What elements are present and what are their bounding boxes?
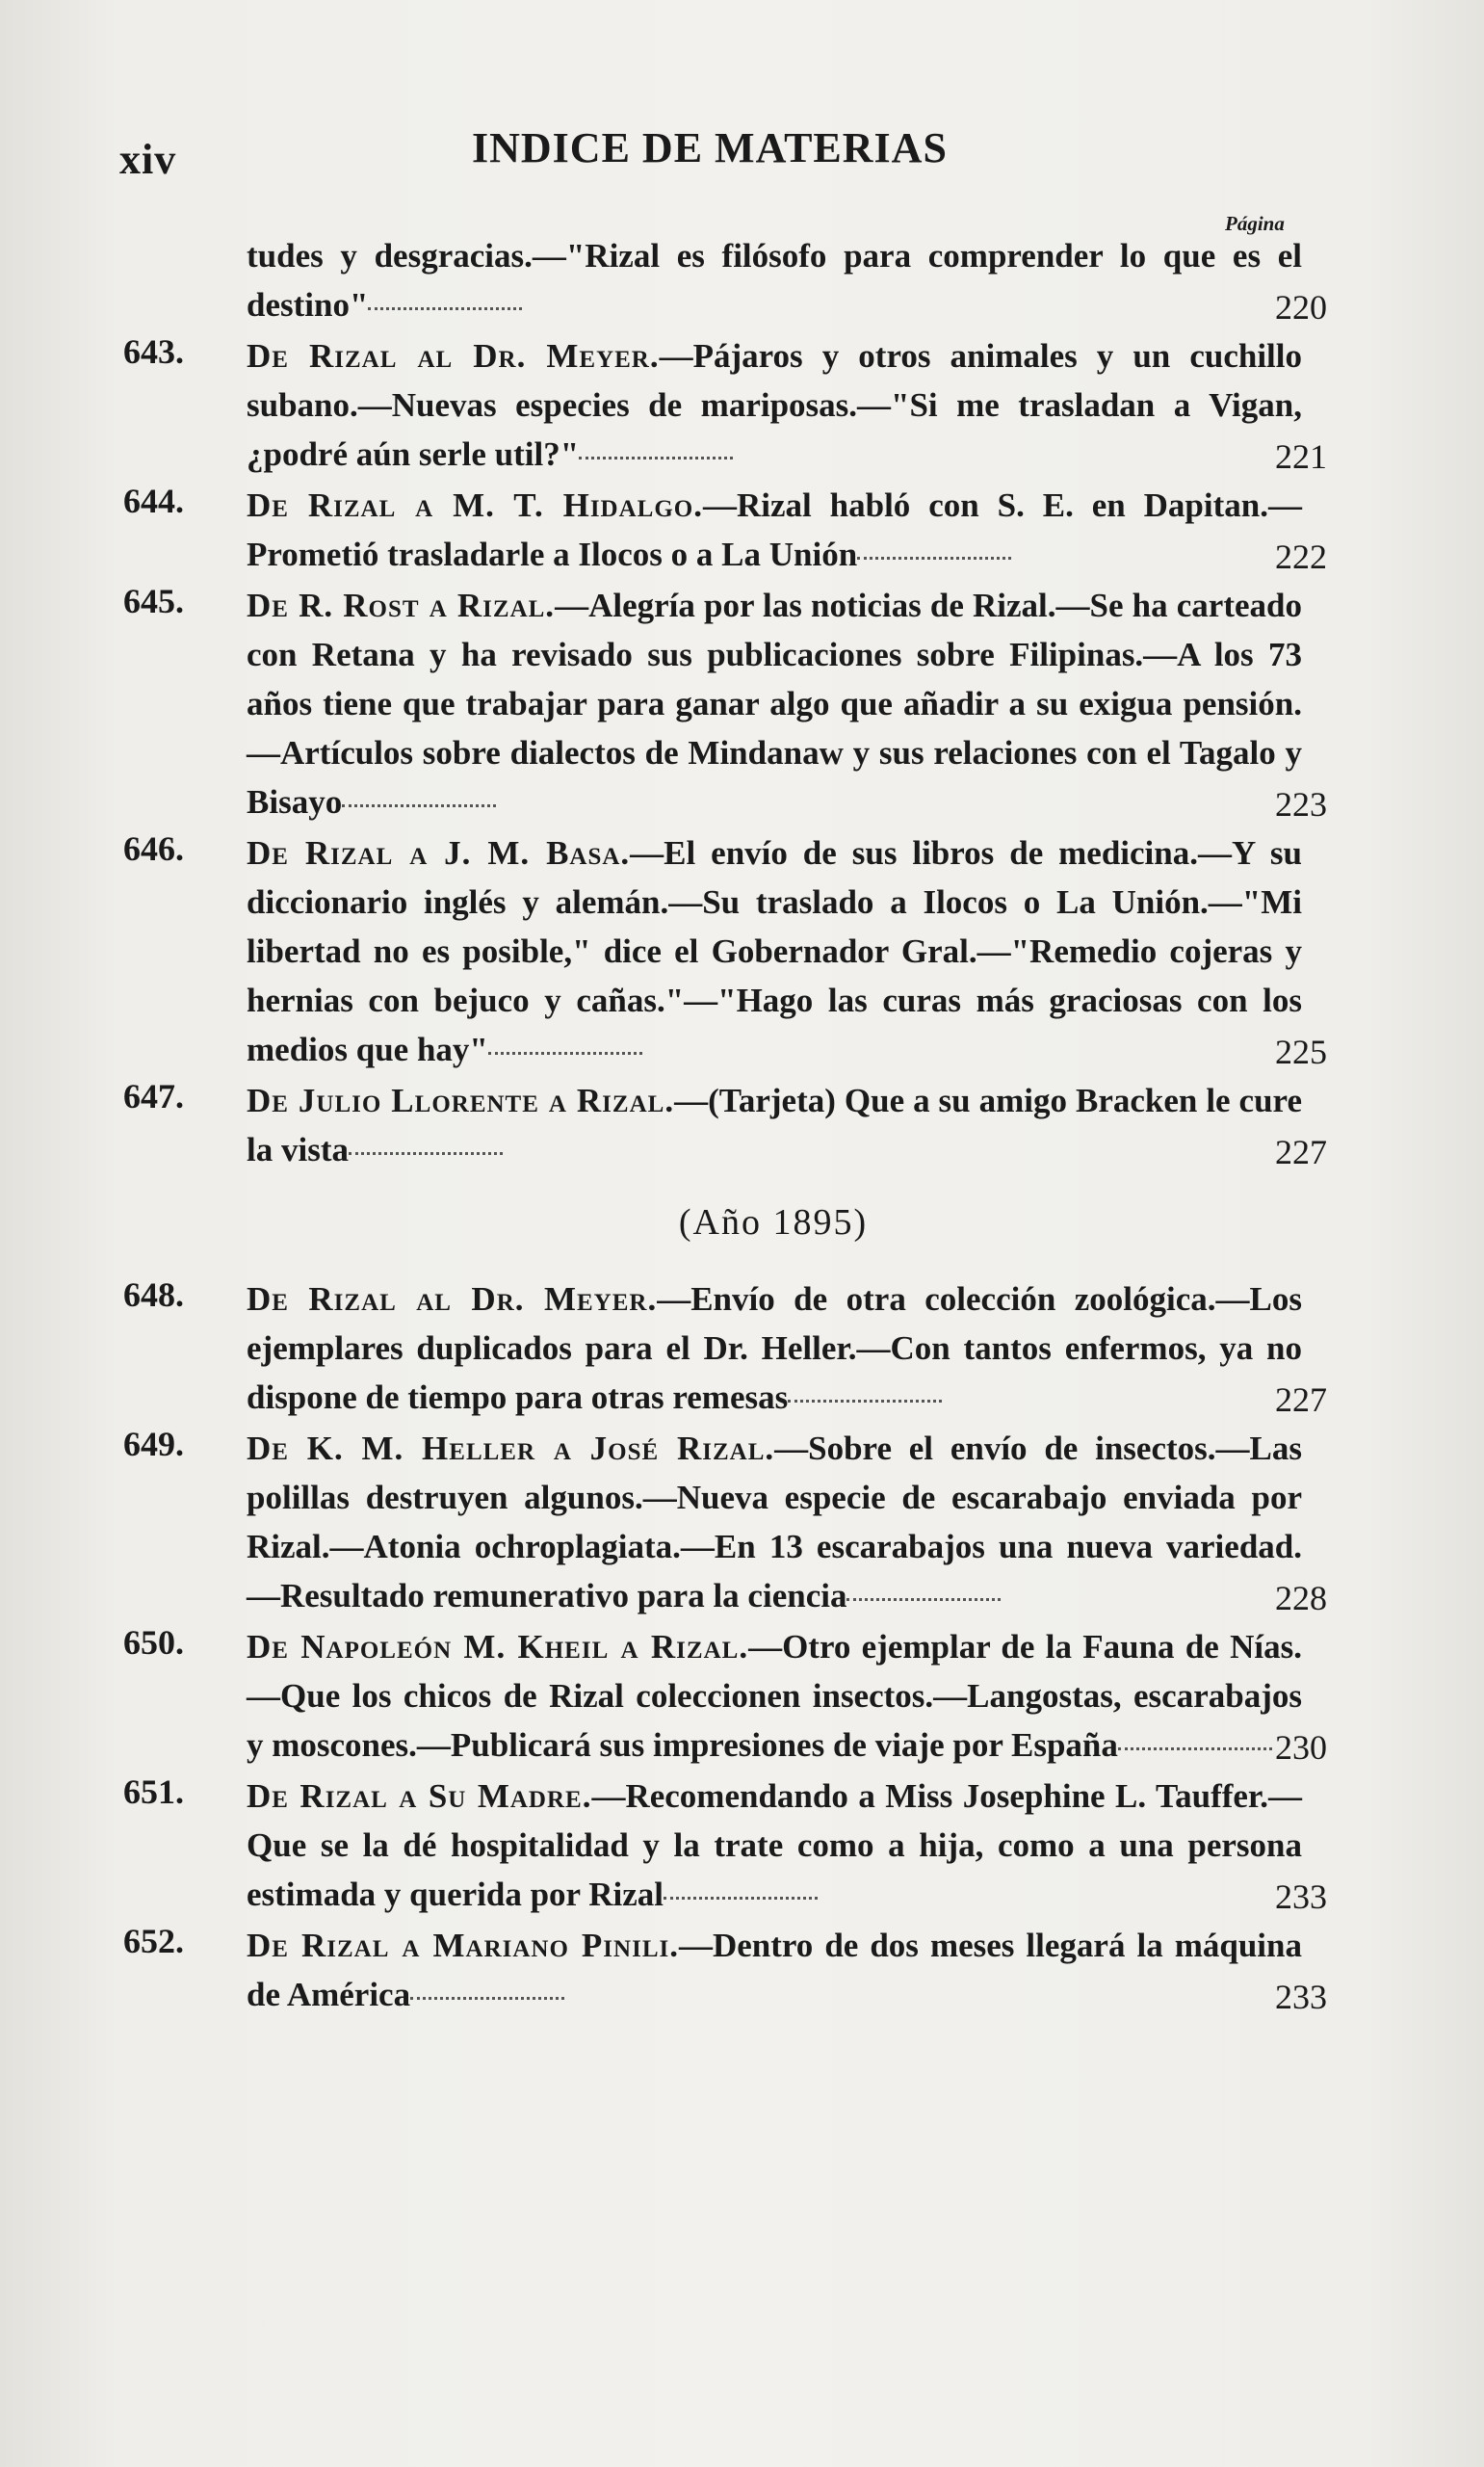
entry-page: 225 [1275,1033,1327,1071]
entry-text: —Alegría por las noticias de Rizal.—Se ha carteado con Retana y ha revisado sus publicaciones sobre Filipinas.—A los 73 años tiene que trabajar para ganar algo que añadir a su exigua pensión.—Artículos sobre dialectos de Mindanaw y sus relaciones con el Tagalo y Bisayo [247,587,1302,821]
dot-leader [579,457,733,459]
entry-number: 651. [123,1772,184,1811]
entry-number: 645. [123,582,184,620]
entry-number: 644. [123,482,184,520]
dot-leader [664,1897,818,1900]
entry-number: 649. [123,1425,184,1463]
entry-text: —Recomendando a Miss Josephine L. Tauffer.—Que se la dé hospitalidad y la trate como a hija, como a una persona estimada y querida por Rizal [247,1777,1302,1913]
entry-text: —Rizal habló con S. E. en Dapitan.—Prometió trasladarle a Ilocos o a La Unión [247,486,1302,573]
entry-number: 652. [123,1922,184,1960]
entry-page: 228 [1275,1579,1327,1617]
entry-page: 230 [1275,1728,1327,1767]
entry-title: De R. Rost a Rizal. [247,587,556,624]
entry-number: 643. [123,332,184,371]
entry-page: 227 [1275,1380,1327,1419]
entry-number: 648. [123,1275,184,1314]
page-number-roman: xiv [119,136,177,183]
index-entry [123,331,1327,479]
index-entry [123,231,1327,329]
entry-page: 227 [1275,1133,1327,1171]
page-column-label: Página [1225,212,1285,235]
index-entry [123,1424,1327,1620]
entry-page: 233 [1275,1978,1327,2016]
entry-title: De Rizal al Dr. Meyer. [247,1280,658,1318]
dot-leader [1118,1747,1272,1750]
entry-text: —El envío de sus libros de medicina.—Y su diccionario inglés y alemán.—Su traslado a Ilocos o La Unión.—"Mi libertad no es posible," dice el Gobernador Gral.—"Remedio cojeras y hernias con bejuco y cañas."—"Hago las curas más graciosas con los medios que hay" [247,834,1302,1068]
year-heading: (Año 1895) [678,1202,869,1243]
entry-text: —Sobre el envío de insectos.—Las polillas destruyen algunos.—Nueva especie de escarabajo enviada por Rizal.—Atonia ochroplagiata.—En 13 escarabajos una nueva variedad.—Resultado remunerativo para la ciencia [247,1430,1302,1614]
entry-text: —Dentro de dos meses llegará la máquina de América [247,1927,1302,2013]
dot-leader [342,804,496,807]
entry-title: De Rizal al Dr. Meyer. [247,337,660,375]
dot-leader [368,307,522,310]
index-entry [123,1274,1327,1422]
entry-text: —Otro ejemplar de la Fauna de Nías.—Que los chicos de Rizal coleccionen insectos.—Langostas, escarabajos y moscones.—Publicará sus impresiones de viaje por España [247,1628,1303,1764]
entry-page: 221 [1275,437,1327,476]
index-entry [123,1921,1327,2019]
page-title: INDICE DE MATERIAS [472,124,948,171]
entry-page: 233 [1275,1877,1327,1916]
entry-text: —Pájaros y otros animales y un cuchillo subano.—Nuevas especies de mariposas.—"Si me trasladan a Vigan, ¿podré aún serle util?" [247,337,1302,473]
dot-leader [410,1997,564,2000]
entry-title: De Rizal a M. T. Hidalgo. [247,486,703,524]
entry-number: 646. [123,829,184,868]
entry-title: De Rizal a Mariano Pinili. [247,1927,679,1964]
index-entry [123,828,1327,1074]
index-entry [123,1622,1327,1770]
entry-text: —(Tarjeta) Que a su amigo Bracken le cure la vista [247,1082,1302,1168]
dot-leader [349,1152,503,1155]
entry-title: De Rizal a Su Madre. [247,1777,592,1815]
index-entries [123,231,1327,2021]
index-entry [123,1076,1327,1174]
entry-title: De K. M. Heller a José Rizal. [247,1430,775,1467]
entry-page: 223 [1275,785,1327,824]
dot-leader [846,1598,1001,1601]
index-entry [123,581,1327,827]
entry-page: 222 [1275,538,1327,576]
dot-leader [488,1052,642,1055]
index-entry [123,1772,1327,1919]
entry-text: —Envío de otra colección zoológica.—Los ejemplares duplicados para el Dr. Heller.—Con tantos enfermos, ya no dispone de tiempo para otras remesas [247,1280,1302,1416]
dot-leader [857,557,1011,560]
entry-text: tudes y desgracias.—"Rizal es filósofo para comprender lo que es el destino" [247,237,1302,324]
dot-leader [788,1400,942,1403]
entry-number: 650. [123,1623,184,1662]
index-entry [123,481,1327,579]
entry-number: 647. [123,1077,184,1115]
entry-page: 220 [1275,288,1327,327]
entry-title: De Rizal a J. M. Basa. [247,834,631,872]
entry-title: De Napoleón M. Kheil a Rizal. [247,1628,749,1666]
entry-title: De Julio Llorente a Rizal. [247,1082,675,1119]
